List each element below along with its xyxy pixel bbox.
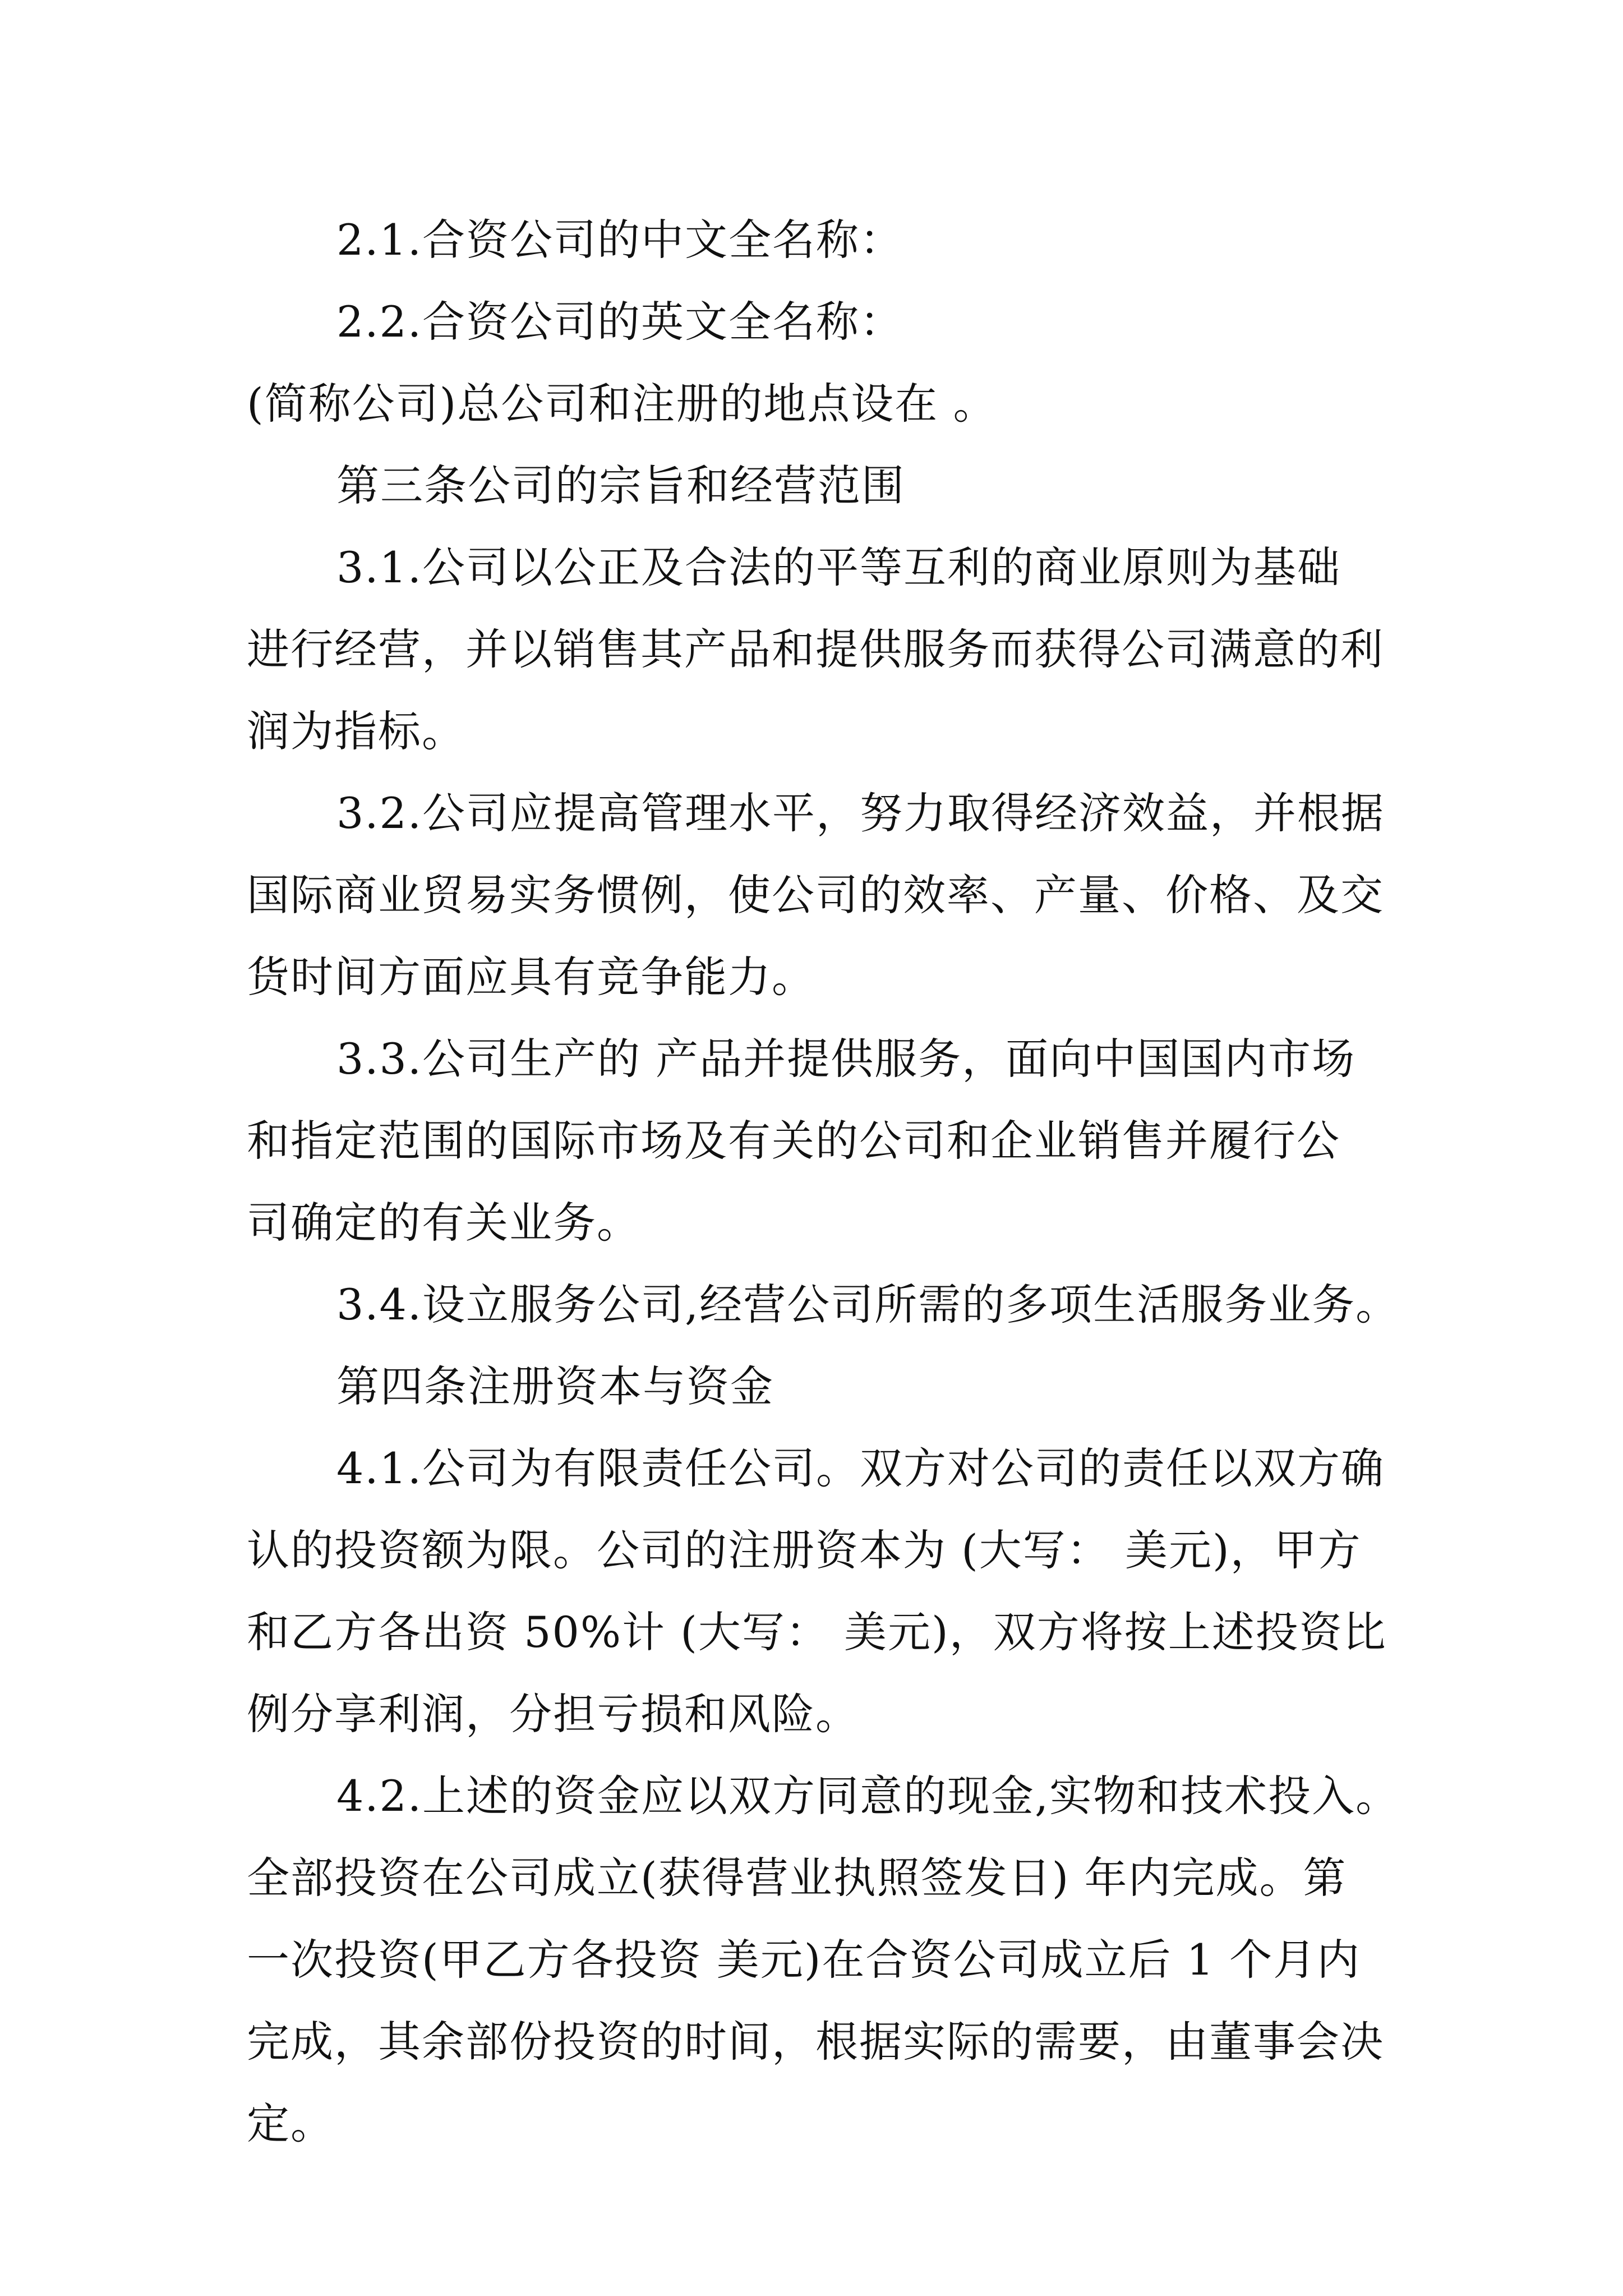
clause-3-1-line3: 润为指标。 <box>247 706 465 756</box>
clause-2-1: 2.1.合资公司的中文全名称： <box>336 215 904 265</box>
clause-4-2-line4: 完成，其余部份投资的时间，根据实际的需要，由董事会决 <box>247 2017 1384 2067</box>
clause-3-4: 3.4.设立服务公司,经营公司所需的多项生活服务业务。 <box>336 1280 1400 1329</box>
clause-4-2-line2: 全部投资在公司成立(获得营业执照签发日) 年内完成。第 <box>247 1853 1347 1903</box>
clause-3-2-line3: 货时间方面应具有竞争能力。 <box>247 952 815 1002</box>
clause-3-1-line1: 3.1.公司以公正及合法的平等互利的商业原则为基础 <box>336 542 1341 592</box>
clause-2-2: 2.2.合资公司的英文全名称： <box>336 297 904 347</box>
clause-4-1-line3: 和乙方各出资 50%计 (大写： 美元)，双方将按上述投资比 <box>247 1607 1387 1657</box>
clause-short-name: (简称公司)总公司和注册的地点设在 。 <box>247 379 997 429</box>
clause-3-1-line2: 进行经营，并以销售其产品和提供服务而获得公司满意的利 <box>247 624 1384 674</box>
clause-3-3-line1: 3.3.公司生产的 产品并提供服务，面向中国国内市场 <box>336 1034 1356 1084</box>
clause-3-3-line2: 和指定范围的国际市场及有关的公司和企业销售并履行公 <box>247 1116 1340 1166</box>
clause-4-2-line1: 4.2.上述的资金应以双方同意的现金,实物和技术投入。 <box>336 1771 1400 1821</box>
clause-4-1-line1: 4.1.公司为有限责任公司。双方对公司的责任以双方确 <box>336 1443 1385 1493</box>
clause-4-2-line5: 定。 <box>247 2099 334 2148</box>
clause-4-1-line4: 例分享利润，分担亏损和风险。 <box>247 1689 859 1739</box>
document-body <box>247 199 1400 2165</box>
clause-3-2-line2: 国际商业贸易实务惯例，使公司的效率、产量、价格、及交 <box>247 870 1384 920</box>
article-4-heading: 第四条注册资本与资金 <box>336 1361 774 1411</box>
clause-3-2-line1: 3.2.公司应提高管理水平，努力取得经济效益，并根据 <box>336 788 1385 838</box>
clause-4-1-line2: 认的投资额为限。公司的注册资本为 (大写： 美元)，甲方 <box>247 1525 1362 1575</box>
article-3-heading: 第三条公司的宗旨和经营范围 <box>336 461 905 510</box>
clause-4-2-line3: 一次投资(甲乙方各投资 美元)在合资公司成立后 1 个月内 <box>247 1935 1361 1985</box>
clause-3-3-line3: 司确定的有关业务。 <box>247 1198 640 1248</box>
